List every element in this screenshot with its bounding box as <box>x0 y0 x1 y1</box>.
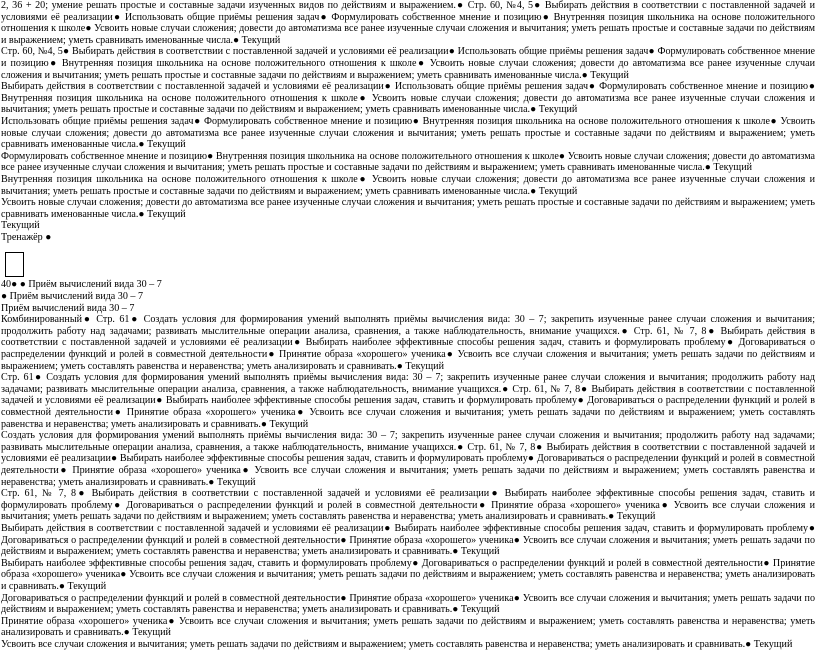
paragraph: Внутренняя позиция школьника на основе положительного отношения к школе● Усвоить новые случаи сложения; довести до автоматизма все ранее изученные случаи сложения и вычитания; уметь решать простые и составные задачи по действиям и выражением; уметь сравнивать именованные числа.● Текущий <box>1 173 815 197</box>
document-body <box>1 0 815 650</box>
paragraph: Выбирать действия в соответствии с поставленной задачей и условиями её реализации● Использовать общие приёмы решения задач● Формулировать собственное мнение и позицию● Внутренняя позиция школьника на основе положительного отношения к школе● Усвоить новые случаи сложения; довести до автоматизма все ранее изученные случаи сложения и вычитания; уметь решать простые и составные задачи по действиям и выражением; уметь сравнивать именованные числа.● Текущий <box>1 81 815 116</box>
paragraph: Договариваться о распределении функций и ролей в совместной деятельности● Принятие образа «хорошего» ученика● Усвоить все случаи сложения и вычитания; уметь решать задачи по действиям и выражением; уметь составлять равенства и неравенства; уметь анализировать и сравнивать.● Текущий <box>1 592 815 616</box>
paragraph: Принятие образа «хорошего» ученика● Усвоить все случаи сложения и вычитания; уметь решать задачи по действиям и выражением; уметь составлять равенства и неравенства; уметь анализировать и сравнивать.● Текущий <box>1 615 815 639</box>
paragraph: 2, 36 + 20; умение решать простые и составные задачи изученных видов по действиям и выражением.● Стр. 60, №4, 5● Выбирать действия в соответствии с поставленной задачей и условиями её реализации● Использовать общие приёмы решения задач● Формулировать собственное мнение и позицию● Внутренняя позиция школьника на основе положительного отношения к школе● Усвоить новые случаи сложения; довести до автоматизма все ранее изученные случаи сложения и вычитания; уметь решать простые и составные задачи по действиям и выражением; уметь сравнивать именованные числа.● Текущий <box>1 0 815 46</box>
paragraph: ● Приём вычислений вида 30 – 7 <box>1 291 144 303</box>
paragraph: Усвоить все случаи сложения и вычитания; уметь решать задачи по действиям и выражением; уметь составлять равенства и неравенства; уметь анализировать и сравнивать.● Текущий <box>1 638 793 650</box>
paragraph: Стр. 61● Создать условия для формирования умений выполнять приёмы вычисления вида: 30 – 7; закрепить изученные ранее случаи сложения и вычитания; продолжить работу над задачами; развивать мыслительные операции анализа, сравнения, а также наблюдательность, внимание учащихся.● Стр. 61, № 7, 8● Выбирать действия в соответствии с поставленной задачей и условиями её реализации● Выбирать наиболее эффективные способы решения задач, ставить и формулировать проблему● Договариваться о распределении функций и ролей в совместной деятельности● Принятие образа «хорошего» ученика● Усвоить все случаи сложения и вычитания; уметь решать задачи по действиям и выражением; уметь составлять равенства и неравенства; уметь анализировать и сравнивать.● Текущий <box>1 372 815 430</box>
paragraph: 40● ● Приём вычислений вида 30 – 7 <box>1 279 162 291</box>
paragraph: Выбирать действия в соответствии с поставленной задачей и условиями её реализации● Выбирать наиболее эффективные способы решения задач, ставить и формулировать проблему● Договариваться о распределении функций и ролей в совместной деятельности● Принятие образа «хорошего» ученика● Усвоить все случаи сложения и вычитания; уметь решать задачи по действиям и выражением; уметь составлять равенства и неравенства; уметь анализировать и сравнивать.● Текущий <box>1 522 815 558</box>
paragraph: Тренажёр ● <box>1 231 52 243</box>
paragraph: Выбирать наиболее эффективные способы решения задач, ставить и формулировать проблему● Договариваться о распределении функций и ролей в совместной деятельности● Принятие образа «хорошего» ученика● Усвоить все случаи сложения и вычитания; уметь решать задачи по действиям и выражением; уметь составлять равенства и неравенства; уметь анализировать и сравнивать.● Текущий <box>1 557 815 592</box>
paragraph: Приём вычислений вида 30 – 7 <box>1 302 135 314</box>
paragraph: Стр. 60, №4, 5● Выбирать действия в соответствии с поставленной задачей и условиями её реализации● Использовать общие приёмы решения задач● Формулировать собственное мнение и позицию● Внутренняя позиция школьника на основе положительного отношения к школе● Усвоить новые случаи сложения; довести до автоматизма все ранее изученные случаи сложения и вычитания; уметь решать простые и составные задачи по действиям и выражением; уметь сравнивать именованные числа.● Текущий <box>1 46 815 81</box>
empty-table-cell <box>5 252 24 277</box>
paragraph: Текущий <box>1 220 40 232</box>
paragraph: Стр. 61, № 7, 8● Выбирать действия в соответствии с поставленной задачей и условиями её реализации● Выбирать наиболее эффективные способы решения задач, ставить и формулировать проблему● Договариваться о распределении функций и ролей в совместной деятельности● Принятие образа «хорошего» ученика● Усвоить все случаи сложения и вычитания; уметь решать задачи по действиям и выражением; уметь составлять равенства и неравенства; уметь анализировать и сравнивать.● Текущий <box>1 488 815 523</box>
paragraph: Комбинированный● Стр. 61● Создать условия для формирования умений выполнять приёмы вычисления вида: 30 – 7; закрепить изученные ранее случаи сложения и вычитания; продолжить работу над задачами; развивать мыслительные операции анализа, сравнения, а также наблюдательность, внимание учащихся.● Стр. 61, № 7, 8● Выбирать действия в соответствии с поставленной задачей и условиями её реализации● Выбирать наиболее эффективные способы решения задач, ставить и формулировать проблему● Договариваться о распределении функций и ролей в совместной деятельности● Принятие образа «хорошего» ученика● Усвоить все случаи сложения и вычитания; уметь решать задачи по действиям и выражением; уметь составлять равенства и неравенства; уметь анализировать и сравнивать.● Текущий <box>1 314 815 372</box>
paragraph: Использовать общие приёмы решения задач● Формулировать собственное мнение и позицию● Внутренняя позиция школьника на основе положительного отношения к школе● Усвоить новые случаи сложения; довести до автоматизма все ранее изученные случаи сложения и вычитания; уметь решать простые и составные задачи по действиям и выражением; уметь сравнивать именованные числа.● Текущий <box>1 115 815 151</box>
paragraph: Формулировать собственное мнение и позицию● Внутренняя позиция школьника на основе положительного отношения к школе● Усвоить новые случаи сложения; довести до автоматизма все ранее изученные случаи сложения и вычитания; уметь решать простые и составные задачи по действиям и выражением; уметь сравнивать именованные числа.● Текущий <box>1 150 815 174</box>
paragraph: Создать условия для формирования умений выполнять приёмы вычисления вида: 30 – 7; закрепить изученные ранее случаи сложения и вычитания; продолжить работу над задачами; развивать мыслительные операции анализа, сравнения, а также наблюдательность, внимание учащихся.● Стр. 61, № 7, 8● Выбирать действия в соответствии с поставленной задачей и условиями её реализации● Выбирать наиболее эффективные способы решения задач, ставить и формулировать проблему● Договариваться о распределении функций и ролей в совместной деятельности● Принятие образа «хорошего» ученика● Усвоить все случаи сложения и вычитания; уметь решать задачи по действиям и выражением; уметь составлять равенства и неравенства; уметь анализировать и сравнивать.● Текущий <box>1 430 815 488</box>
paragraph: Усвоить новые случаи сложения; довести до автоматизма все ранее изученные случаи сложения и вычитания; уметь решать простые и составные задачи по действиям и выражением; уметь сравнивать именованные числа.● Текущий <box>1 197 815 220</box>
